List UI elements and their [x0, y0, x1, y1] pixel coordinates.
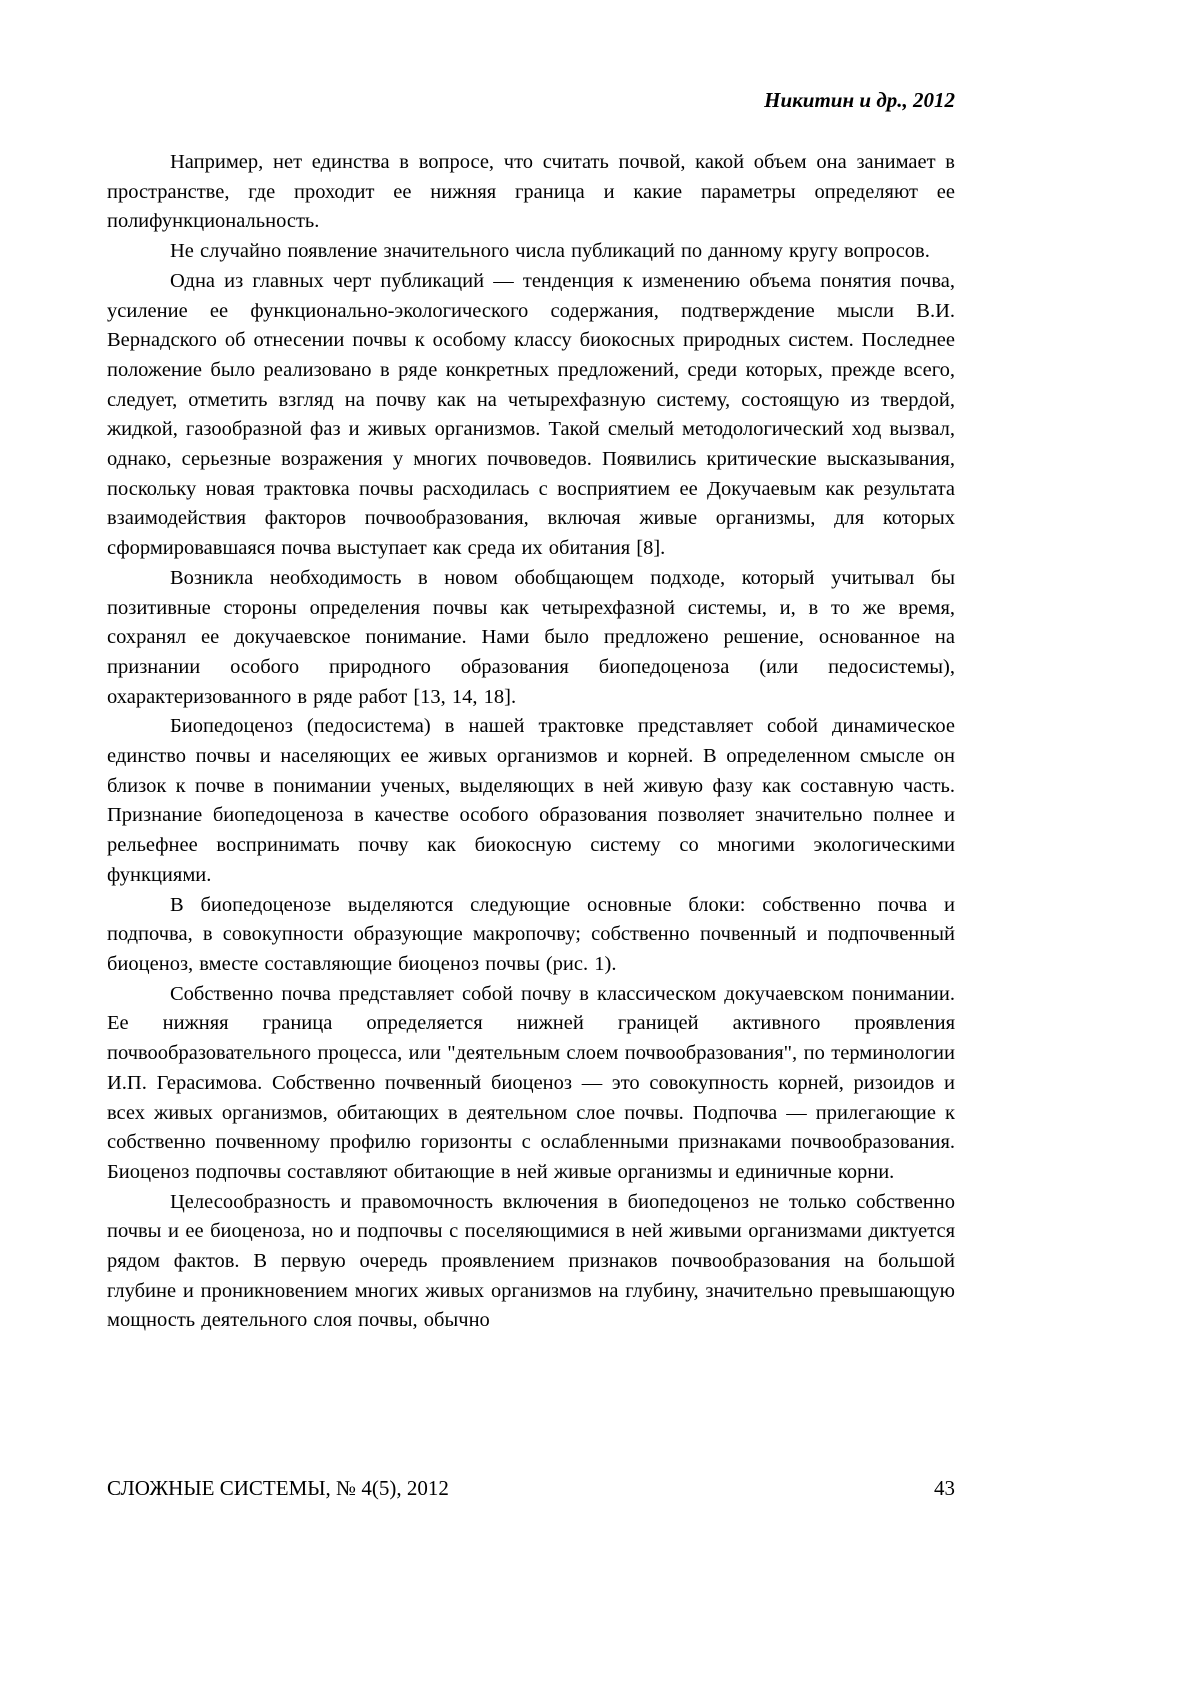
paragraph: Собственно почва представляет собой почву в классическом докучаевском понимании. Ее нижняя граница определяется нижней границей активного проявления почвообразовательного процесса, или "деятельным слоем почвообразования", по терминологии И.П. Герасимова. Собственно почвенный биоценоз — это совокупность корней, ризоидов и всех живых организмов, обитающих в деятельном слое почвы. Подпочва — прилегающие к собственно почвенному профилю горизонты с ослабленными признаками почвообразования. Биоценоз подпочвы составляют обитающие в ней живые организмы и единичные корни.	[107, 982, 955, 1183]
paragraph: В биопедоценозе выделяются следующие основные блоки: собственно почва и подпочва, в совокупности образующие макропочву; собственно почвенный и подпочвенный биоценоз, вместе составляющие биоценоз почвы (рис. 1).	[107, 893, 955, 975]
running-head-citation: Никитин и др., 2012	[764, 88, 955, 112]
page-number: 43	[934, 1476, 955, 1500]
page-content	[107, 88, 955, 1336]
article-body	[107, 148, 955, 1336]
paragraph: Не случайно появление значительного числа публикаций по данному кругу вопросов.	[170, 240, 930, 263]
paragraph: Одна из главных черт публикаций — тенденция к изменению объема понятия почва, усиление ее функционально-экологического содержания, подтверждение мысли В.И. Вернадского об отнесении почвы к особому классу биокосных природных систем. Последнее положение было реализовано в ряде конкретных предложений, среди которых, прежде всего, следует, отметить взгляд на почву как на четырехфазную систему, состоящую из твердой, жидкой, газообразной фаз и живых организмов. Такой смелый методологический ход вызвал, однако, серьезные возражения у многих почвоведов. Появились критические высказывания, поскольку новая трактовка почвы расходилась с восприятием ее Докучаевым как результата взаимодействия факторов почвообразования, включая живые организмы, для которых сформировавшаяся почва выступает как среда их обитания [8].	[107, 269, 955, 560]
paragraph: Например, нет единства в вопросе, что считать почвой, какой объем она занимает в пространстве, где проходит ее нижняя граница и какие параметры определяют ее полифункциональность.	[107, 151, 955, 233]
paragraph: Биопедоценоз (педосистема) в нашей трактовке представляет собой динамическое единство почвы и населяющих ее живых организмов и корней. В определенном смысле он близок к почве в понимании ученых, выделяющих в ней живую фазу как составную часть. Признание биопедоценоза в качестве особого образования позволяет значительно полнее и рельефнее воспринимать почву как биокосную систему со многими экологическими функциями.	[107, 715, 955, 886]
journal-title-line: СЛОЖНЫЕ СИСТЕМЫ, № 4(5), 2012	[107, 1476, 449, 1500]
paragraph: Целесообразность и правомочность включения в биопедоценоз не только собственно почвы и ее биоценоза, но и подпочвы с поселяющимися в ней живыми организмами диктуется рядом фактов. В первую очередь проявлением признаков почвообразования на большой глубине и проникновением многих живых организмов на глубину, значительно превышающую мощность деятельного слоя почвы, обычно	[107, 1190, 955, 1332]
paragraph: Возникла необходимость в новом обобщающем подходе, который учитывал бы позитивные стороны определения почвы как четырехфазной системы, и, в то же время, сохранял ее докучаевское понимание. Нами было предложено решение, основанное на признании особого природного образования биопедоценоза (или педосистемы), охарактеризованного в ряде работ [13, 14, 18].	[107, 566, 955, 708]
page-footer	[107, 1476, 955, 1500]
